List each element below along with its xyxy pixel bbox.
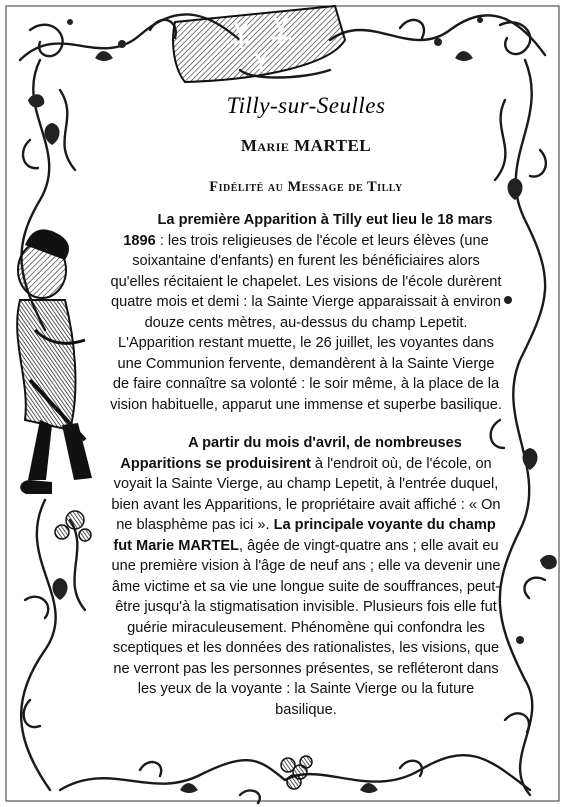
- paragraph-lead-bold: A partir du mois d'avril, de nombreuses Apparitions se produisirent: [120, 435, 462, 472]
- paragraph-apparitions-field: [108, 433, 504, 720]
- town-title: Tilly-sur-Seulles: [226, 93, 386, 118]
- paragraph-first-apparition: [108, 210, 504, 415]
- paragraph-text: à l'endroit où, de l'école, on voyait la Sainte Vierge, au champ Lepetit, à l'entrée duquel, bien avant les Apparitions, le propriétaire avait affiché : « On ne blasphème pas ici ».: [111, 455, 501, 533]
- author-heading: Marie MARTEL: [240, 136, 372, 155]
- paragraph-lead-bold: La première Apparition à Tilly eut lieu le 18 mars 1896: [123, 212, 493, 249]
- document-subtitle: Fidélité au Message de Tilly: [209, 179, 403, 195]
- armored-knight-icon: [17, 229, 92, 494]
- paragraph-text: : les trois religieuses de l'école et leurs élèves (une soixantaine d'enfants) en furent les bénéficiaires alors qu'elles récitaient le chapelet. Les visions de l'école durèrent quatre mois et demi : la Sainte Vierge apparaissait à environ douze cents mètres, au-dessus du champ Lepetit. L'Apparition restant muette, le 26 juillet, les voyantes dans une Communion fervente, demandèrent à la Sainte Vierge de faire connaître sa volonté : le soir même, à la place de la vision habituelle, apparut une immense et superbe basilique.: [110, 232, 502, 413]
- paragraph-text-end: , âgée de vingt-quatre ans ; elle avait eu une première vision à l'âge de neuf ans ; elle va devenir une âme victime et sa vie une longue suite de souffrances, peut-être jusqu'à la stigmatisation invisible. Plusieurs fois elle fut guérie miraculeusement. Phénomène qui confondra les sceptiques et les données des rationalistes, les visions, que ne verront pas les personnes présentes, se refléteront dans les yeux de la voyante : la Sainte Vierge ou la future basilique.: [111, 537, 501, 718]
- fleur-de-lis-shield-icon: [173, 6, 345, 82]
- paragraph-highlight-bold: La principale voyante du champ fut Marie MARTEL: [113, 517, 496, 554]
- document-body: [108, 92, 504, 720]
